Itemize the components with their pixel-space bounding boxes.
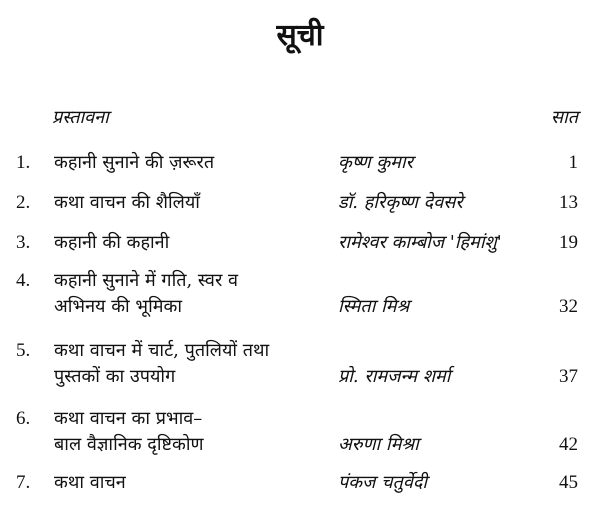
entry-page-number: 32: [559, 296, 578, 317]
entry-number: 3.: [16, 232, 31, 253]
entry-author: डॉ. हरिकृष्ण देवसरे: [338, 192, 463, 213]
entry-title: [54, 268, 324, 320]
entry-title-line: बाल वैज्ञानिक दृष्टिकोण: [54, 434, 204, 455]
entry-page-number: 37: [559, 366, 578, 387]
preface-title: प्रस्तावना: [52, 107, 109, 128]
entry-author: रामेश्वर काम्बोज 'हिमांशु': [338, 232, 502, 253]
entry-title-line: अभिनय की भूमिका: [54, 296, 182, 317]
entry-title: [54, 190, 324, 216]
preface-page: सात: [550, 107, 578, 128]
entry-author: स्मिता मिश्र: [338, 296, 410, 317]
entry-title-line: कहानी सुनाने की ज़रूरत: [54, 152, 215, 173]
entry-number: 5.: [16, 340, 31, 361]
entry-title-line: कहानी सुनाने में गति, स्वर व: [54, 270, 239, 291]
entry-author: पंकज चतुर्वेदी: [338, 472, 428, 493]
entry-title-line: पुस्तकों का उपयोग: [54, 366, 176, 387]
entry-page-number: 42: [559, 434, 578, 455]
entry-page-number: 19: [559, 232, 578, 253]
entry-number: 4.: [16, 270, 31, 291]
entry-page-number: 45: [559, 472, 578, 493]
entry-title: [54, 230, 324, 256]
entry-title: [54, 150, 324, 176]
entry-title-line: कथा वाचन का प्रभाव–: [54, 408, 203, 429]
entry-number: 2.: [16, 192, 31, 213]
entry-page-number: 13: [559, 192, 578, 213]
entry-number: 1.: [16, 152, 31, 173]
entry-title-line: कथा वाचन में चार्ट, पुतलियों तथा: [54, 340, 270, 361]
entry-title-line: कहानी की कहानी: [54, 232, 170, 253]
entry-author: कृष्ण कुमार: [338, 152, 413, 173]
entry-author: प्रो. रामजन्म शर्मा: [338, 366, 451, 387]
entry-title: [54, 338, 324, 390]
entry-author: अरुणा मिश्रा: [338, 434, 419, 455]
entry-title-line: कथा वाचन: [54, 472, 126, 493]
entry-page-number: 1: [568, 152, 578, 173]
entry-title: [54, 470, 324, 496]
page-title: सूची: [276, 18, 324, 53]
entry-number: 7.: [16, 472, 31, 493]
entry-title-line: कथा वाचन की शैलियाँ: [54, 192, 200, 213]
entry-title: [54, 406, 324, 458]
entry-number: 6.: [16, 408, 31, 429]
